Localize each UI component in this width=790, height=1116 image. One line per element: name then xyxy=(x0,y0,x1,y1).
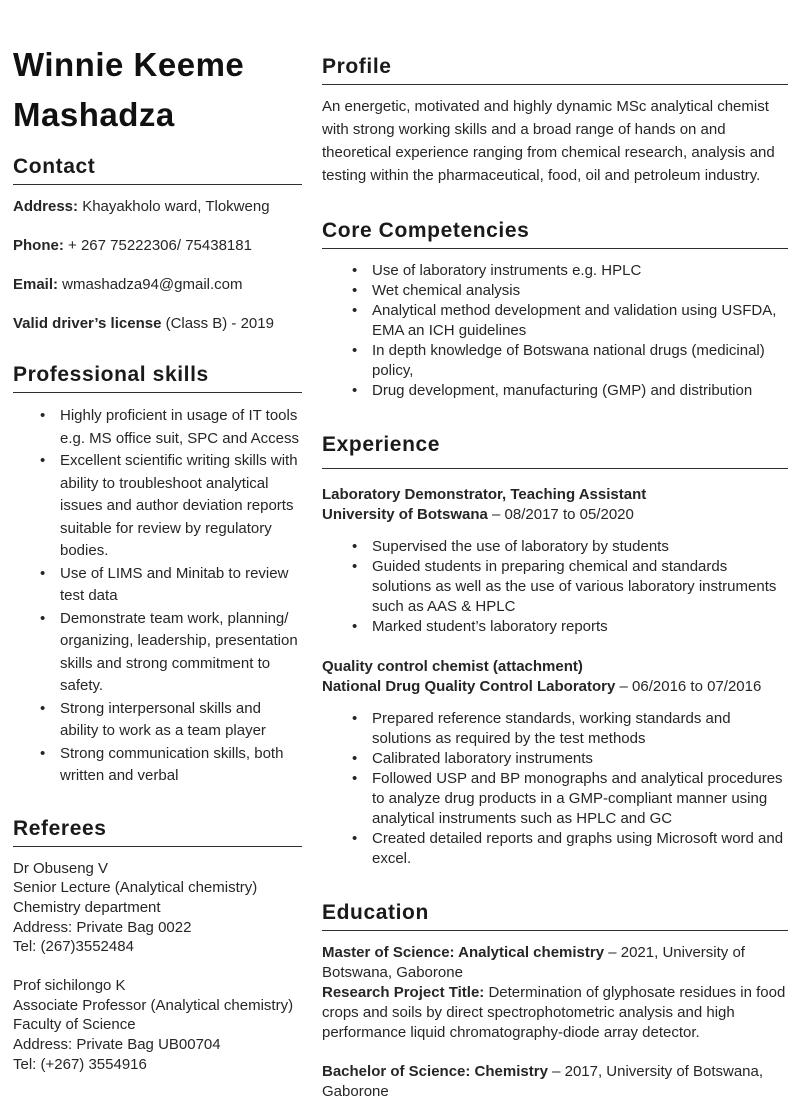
job-header xyxy=(322,657,788,697)
referee-line: Address: Private Bag 0022 xyxy=(13,918,192,936)
job-duty: • Prepared reference standards, working standards and solutions as required by the test methods xyxy=(322,709,788,749)
core-competencies-list xyxy=(322,261,788,401)
competency-item: • Analytical method development and validation using USFDA, EMA an ICH guidelines xyxy=(322,301,788,341)
job-title: Laboratory Demonstrator, Teaching Assistant xyxy=(322,486,647,503)
contact-item-phone xyxy=(13,236,302,256)
contact-address-label: Address: xyxy=(13,198,79,215)
competency-item: • Wet chemical analysis xyxy=(322,281,788,301)
job-duty: • Supervised the use of laboratory by students xyxy=(322,537,788,557)
skill-item: • Strong interpersonal skills and ability to work as a team player xyxy=(13,698,302,743)
job-org: University of Botswana xyxy=(322,506,488,523)
section-education xyxy=(322,900,788,1102)
education-degree: Master of Science: Analytical chemistry xyxy=(322,944,605,961)
contact-heading: Contact xyxy=(13,154,302,185)
education-degree-detail: – 2017, University of Botswana, Gaborone xyxy=(322,1063,764,1100)
section-referees xyxy=(13,816,302,1075)
education-entry xyxy=(322,943,788,1043)
referee-entry xyxy=(13,976,302,1075)
skills-list xyxy=(13,405,302,788)
job-duty: • Calibrated laboratory instruments xyxy=(322,749,788,769)
referee-line: Tel: (+267) 3554916 xyxy=(13,1055,147,1073)
referees-heading: Referees xyxy=(13,816,302,847)
referee-line: Prof sichilongo K xyxy=(13,977,126,995)
section-experience xyxy=(322,432,788,869)
job-org-line xyxy=(322,505,788,525)
job-duty: • Marked student’s laboratory reports xyxy=(322,617,788,637)
section-contact xyxy=(13,154,302,334)
job-dates: – 06/2016 to 07/2016 xyxy=(615,678,762,695)
contact-address-value: Khayakholo ward, Tlokweng xyxy=(78,198,270,215)
education-degree-detail: – 2021, University of Botswana, Gaborone xyxy=(322,944,745,981)
competency-item: • Use of laboratory instruments e.g. HPLC xyxy=(322,261,788,281)
section-professional-skills xyxy=(13,362,302,788)
job-duty: • Created detailed reports and graphs using Microsoft word and excel. xyxy=(322,829,788,869)
referee-line: Address: Private Bag UB00704 xyxy=(13,1036,221,1054)
job-duties-list xyxy=(322,709,788,869)
section-profile xyxy=(322,54,788,187)
contact-item-address xyxy=(13,197,302,217)
referee-line: Associate Professor (Analytical chemistry) xyxy=(13,996,294,1014)
contact-email-label: Email: xyxy=(13,276,59,293)
contact-license-value: (Class B) - 2019 xyxy=(161,315,274,332)
skill-item: • Highly proficient in usage of IT tools e.g. MS office suit, SPC and Access xyxy=(13,405,302,450)
referee-line: Chemistry department xyxy=(13,898,161,916)
skill-item: • Use of LIMS and Minitab to review test data xyxy=(13,563,302,608)
competency-item: • Drug development, manufacturing (GMP) and distribution xyxy=(322,381,788,401)
education-entry xyxy=(322,1062,788,1102)
job-duty: • Followed USP and BP monographs and analytical procedures to analyze drug products in a GMP-compliant manner using analytical instruments such as HPLC and GC xyxy=(322,769,788,829)
contact-item-license xyxy=(13,314,302,334)
job-org: National Drug Quality Control Laboratory xyxy=(322,678,616,695)
experience-job xyxy=(322,485,788,637)
referee-line: Faculty of Science xyxy=(13,1016,136,1034)
referee-line: Tel: (267)3552484 xyxy=(13,938,134,956)
referee-entry xyxy=(13,859,302,958)
job-org-line xyxy=(322,677,788,697)
education-research-label: Research Project Title: xyxy=(322,984,485,1001)
skill-item: • Excellent scientific writing skills with ability to troubleshoot analytical issues and author deviation reports suitable for review by regulatory bodies. xyxy=(13,450,302,563)
section-core-competencies xyxy=(322,218,788,401)
contact-license-label: Valid driver’s license xyxy=(13,315,162,332)
contact-list xyxy=(13,197,302,334)
right-column xyxy=(322,40,788,1116)
experience-job xyxy=(322,657,788,869)
left-column xyxy=(13,40,302,1116)
contact-phone-label: Phone: xyxy=(13,237,64,254)
job-duties-list xyxy=(322,537,788,637)
experience-heading: Experience xyxy=(322,432,788,469)
education-degree: Bachelor of Science: Chemistry xyxy=(322,1063,548,1080)
resume-name: Winnie Keeme Mashadza xyxy=(13,46,245,133)
skills-heading: Professional skills xyxy=(13,362,302,393)
job-header xyxy=(322,485,788,525)
job-title: Quality control chemist (attachment) xyxy=(322,658,583,675)
skill-item: • Strong communication skills, both written and verbal xyxy=(13,743,302,788)
contact-item-email xyxy=(13,275,302,295)
job-dates: – 08/2017 to 05/2020 xyxy=(487,506,634,523)
contact-phone-value: + 267 75222306/ 75438181 xyxy=(63,237,252,254)
profile-text: An energetic, motivated and highly dynamic MSc analytical chemist with strong working skills and a broad range of hands on and theoretical experience ranging from chemical research, analysis and testing within the pharmaceutical, food, oil and petroleum industry. xyxy=(322,98,775,184)
education-research-text: Determination of glyphosate residues in food crops and soils by direct spectrophotometric analysis and high performance liquid chromatography-diode array detector. xyxy=(322,984,786,1041)
referee-line: Senior Lecture (Analytical chemistry) xyxy=(13,879,258,897)
education-heading: Education xyxy=(322,900,788,931)
job-duty: • Guided students in preparing chemical and standards solutions as well as the use of various laboratory instruments such as AAS & HPLC xyxy=(322,557,788,617)
skill-item: • Demonstrate team work, planning/ organizing, leadership, presentation skills and strong commitment to safety. xyxy=(13,608,302,698)
profile-heading: Profile xyxy=(322,54,788,85)
core-competencies-heading: Core Competencies xyxy=(322,218,788,249)
contact-email-value: wmashadza94@gmail.com xyxy=(58,276,243,293)
referee-line: Dr Obuseng V xyxy=(13,859,109,877)
competency-item: • In depth knowledge of Botswana national drugs (medicinal) policy, xyxy=(322,341,788,381)
